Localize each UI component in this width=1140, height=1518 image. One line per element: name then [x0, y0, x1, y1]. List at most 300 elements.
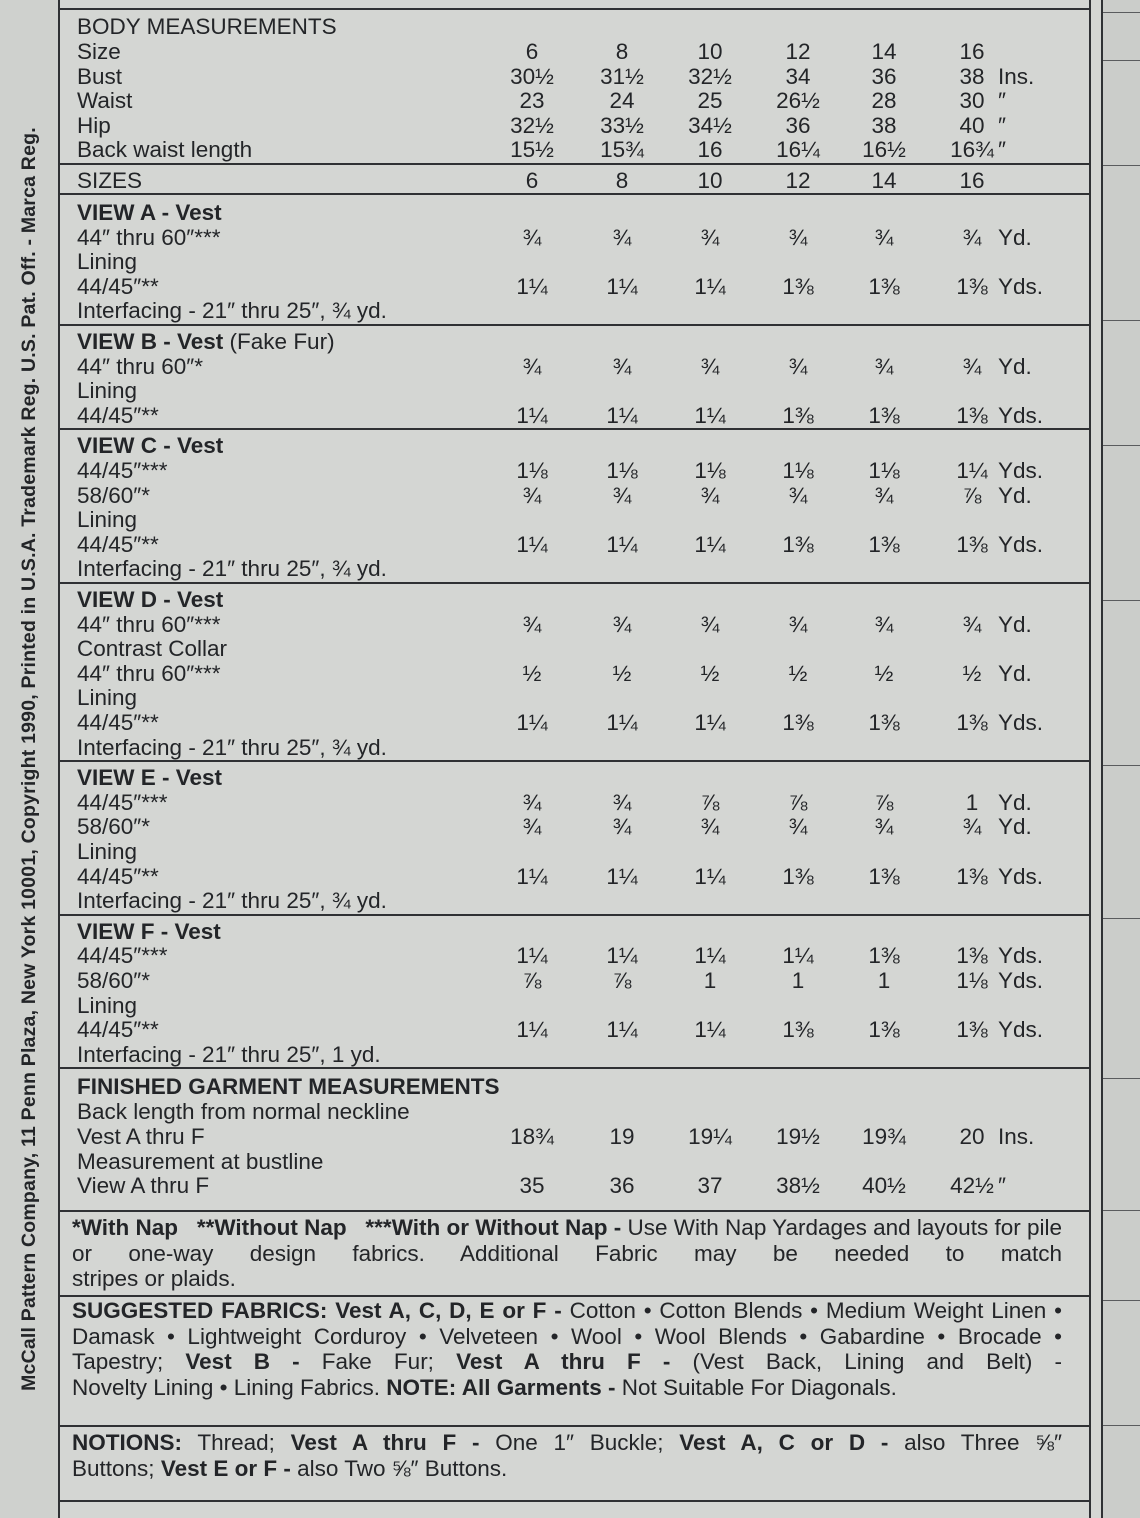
- size-5-value: 1: [877, 968, 891, 993]
- size-1-value: 30½: [510, 63, 554, 89]
- section-title-bold: VIEW D - Vest: [77, 587, 224, 612]
- size-2-value: 1¼: [606, 1017, 638, 1043]
- size-1-value: ¾: [522, 482, 542, 508]
- right-strip: [1103, 0, 1140, 1518]
- view-title: [60, 200, 1089, 225]
- size-1-value: 1¼: [516, 402, 548, 428]
- size-3-value: ¾: [700, 224, 720, 250]
- rule-fabrics: [60, 1295, 1089, 1297]
- finished-row: [60, 1124, 1089, 1149]
- unit: Yds.: [998, 1017, 1044, 1043]
- yardage-row: [60, 993, 1089, 1018]
- size-2-value: 1¼: [606, 402, 638, 428]
- size-6-value: 1⅜: [956, 402, 988, 428]
- fabrics-note: NOTE: All Garments -: [386, 1374, 616, 1400]
- size-2-value: 1¼: [606, 863, 638, 889]
- size-4-value: ⅞: [788, 789, 808, 815]
- size-4-value: 34: [785, 63, 811, 89]
- size-5-value: 38: [871, 112, 897, 138]
- notions-vest-a-f: Vest A thru F -: [290, 1430, 480, 1455]
- copyright-text: McCall Pattern Company, 11 Penn Plaza, New York 10001, Copyright 1990, Printed in U.S.A. Trademark Reg. U.S. Pat. Off. - Marca Reg.: [18, 127, 40, 1391]
- size-3-value: 10: [697, 39, 723, 64]
- size-2-value: 33½: [600, 112, 644, 138]
- unit: Yds.: [998, 968, 1044, 993]
- notions-line-2a: Buttons;: [72, 1455, 161, 1481]
- section-title: [77, 200, 222, 225]
- section-title-bold: VIEW C - Vest: [77, 433, 224, 459]
- yardage-row: [60, 1042, 1089, 1067]
- size-1-value: 1¼: [516, 273, 548, 299]
- row-label: Lining: [77, 992, 138, 1018]
- size-4-value: 1⅜: [782, 863, 814, 889]
- nap-text-2: layouts for pile or one-way design fabrics. Additional Fabric may be needed to match: [72, 1215, 1062, 1266]
- size-6-value: 42½: [950, 1173, 994, 1199]
- size-6-value: 1⅜: [956, 710, 988, 735]
- unit: Yd.: [998, 353, 1032, 379]
- rule-section: [60, 1067, 1089, 1069]
- size-2-value: ¾: [612, 224, 632, 250]
- row-label: 44″ thru 60″***: [77, 611, 221, 637]
- size-3-value: 37: [697, 1173, 723, 1199]
- yardage-row: [60, 943, 1089, 968]
- fabrics-heading: SUGGESTED FABRICS: Vest A, C, D, E or F -: [72, 1298, 562, 1323]
- size-3-value: 1¼: [694, 531, 726, 557]
- fabrics-line-1: Cotton • Cotton Blends • Medium Weight: [561, 1298, 984, 1323]
- row-label: Contrast Collar: [77, 636, 228, 662]
- row-label: Interfacing - 21″ thru 25″, ¾ yd.: [77, 298, 387, 324]
- section-title-bold: VIEW E - Vest: [77, 765, 223, 791]
- size-2-value: ¾: [612, 611, 632, 637]
- size-4-value: 1⅜: [782, 710, 814, 735]
- row-label: 58/60″*: [77, 968, 151, 993]
- size-1-value: 1⅛: [516, 458, 548, 483]
- notions: [72, 1430, 1062, 1481]
- yardage-row: [60, 888, 1089, 913]
- size-2-value: ¾: [612, 482, 632, 508]
- size-6-value: 1: [965, 789, 979, 815]
- row-label: 44/45″***: [77, 789, 168, 815]
- row-label: Hip: [77, 112, 111, 138]
- row-label: View A thru F: [77, 1173, 210, 1199]
- row-label: 44/45″**: [77, 531, 159, 557]
- notions-vest-acd: Vest A, C or D -: [679, 1430, 889, 1455]
- section-title-bold: VIEW F - Vest: [77, 918, 221, 944]
- size-4-value: 16¼: [776, 137, 820, 162]
- row-label: Measurement at bustline: [77, 1148, 324, 1174]
- size-4-value: 26½: [776, 88, 820, 113]
- row-label: 44/45″***: [77, 458, 168, 483]
- fabrics-line-3c: Fake Fur;: [299, 1349, 457, 1374]
- size-3-value: 1¼: [694, 863, 726, 889]
- size-3-value: 1⅛: [694, 458, 726, 483]
- size-4-value: 1⅜: [782, 273, 814, 299]
- unit: Yd.: [998, 224, 1032, 250]
- section-title-bold: VIEW A - Vest: [77, 200, 222, 225]
- unit: Yds.: [998, 710, 1044, 735]
- view-title: [60, 329, 1089, 354]
- size-5-value: 19¾: [862, 1124, 906, 1149]
- size-6-value: 1⅛: [956, 968, 988, 993]
- rule-view-a: [60, 193, 1089, 195]
- fabrics-line-3e: (Vest Back, Lining and Belt) -: [670, 1349, 1062, 1374]
- row-label: SIZES: [77, 168, 143, 193]
- yardage-row: [60, 225, 1089, 250]
- unit: Yds.: [998, 863, 1044, 889]
- row-label: Vest A thru F: [77, 1124, 205, 1149]
- size-6-value: ½: [962, 660, 982, 686]
- size-2-value: 1¼: [606, 710, 638, 735]
- section-title: [77, 919, 221, 944]
- yardage-row: [60, 249, 1089, 274]
- size-5-value: 14: [871, 39, 897, 64]
- size-1-value: ¾: [522, 814, 542, 840]
- body-row: [60, 137, 1089, 162]
- body-row: [60, 64, 1089, 89]
- size-4-value: 1⅛: [782, 458, 814, 483]
- size-4-value: 12: [785, 168, 811, 193]
- rule-bottom: [60, 1500, 1089, 1502]
- size-1-value: 18¾: [510, 1124, 554, 1149]
- nap-note: [72, 1215, 1062, 1292]
- size-4-value: 19½: [776, 1124, 820, 1149]
- unit: Yd.: [998, 611, 1032, 637]
- size-6-value: ⅞: [962, 482, 982, 508]
- row-label: 44/45″**: [77, 273, 159, 299]
- row-label: 44/45″**: [77, 1017, 159, 1043]
- rule-section: [60, 324, 1089, 326]
- row-label: Back waist length: [77, 137, 253, 162]
- size-2-value: 19: [609, 1124, 635, 1149]
- row-label: Size: [77, 39, 121, 64]
- nap-text-1: Use With Nap Yardages and: [621, 1215, 911, 1240]
- size-1-value: ½: [522, 660, 542, 686]
- yardage-row: [60, 378, 1089, 403]
- row-label: Interfacing - 21″ thru 25″, 1 yd.: [77, 1041, 381, 1067]
- size-3-value: 1¼: [694, 1017, 726, 1043]
- view-title: [60, 765, 1089, 790]
- size-3-value: ¾: [700, 611, 720, 637]
- rule-notions: [60, 1425, 1089, 1427]
- size-1-value: ¾: [522, 789, 542, 815]
- size-2-value: 36: [609, 1173, 635, 1199]
- finished-row: [60, 1099, 1089, 1124]
- size-2-value: ¾: [612, 814, 632, 840]
- size-4-value: 36: [785, 112, 811, 138]
- size-5-value: 1⅜: [868, 710, 900, 735]
- rule-section: [60, 914, 1089, 916]
- row-label: 44/45″**: [77, 863, 159, 889]
- body-row: [60, 39, 1089, 64]
- fabrics-line-2: Linen • Damask • Lightweight Corduroy • Velveteen • Wool • Wool Blends • Gabardine: [72, 1298, 1062, 1349]
- size-1-value: ¾: [522, 611, 542, 637]
- size-2-value: ½: [612, 660, 632, 686]
- sidebar-strip: [0, 0, 58, 1518]
- yardage-row: [60, 864, 1089, 889]
- row-label: Waist: [77, 88, 133, 113]
- size-1-value: 1¼: [516, 1017, 548, 1043]
- yardage-row: [60, 814, 1089, 839]
- size-1-value: ¾: [522, 353, 542, 379]
- size-5-value: 28: [871, 88, 897, 113]
- size-3-value: ¾: [700, 482, 720, 508]
- size-2-value: 1¼: [606, 273, 638, 299]
- sizes-row: [60, 168, 1089, 193]
- unit: Yds.: [998, 531, 1044, 557]
- size-2-value: ⅞: [612, 968, 632, 993]
- size-5-value: 1⅜: [868, 863, 900, 889]
- size-6-value: 1⅜: [956, 863, 988, 889]
- view-title: [60, 919, 1089, 944]
- size-2-value: ¾: [612, 353, 632, 379]
- size-5-value: 1⅜: [868, 273, 900, 299]
- size-5-value: 1⅜: [868, 402, 900, 428]
- row-label: Back length from normal neckline: [77, 1099, 410, 1125]
- section-title: [77, 329, 335, 354]
- row-label: Bust: [77, 63, 123, 89]
- unit: ″: [998, 137, 1006, 162]
- size-5-value: ¾: [874, 224, 894, 250]
- yardage-row: [60, 735, 1089, 760]
- yardage-row: [60, 458, 1089, 483]
- row-label: Interfacing - 21″ thru 25″, ¾ yd.: [77, 556, 387, 582]
- size-4-value: 1⅜: [782, 1017, 814, 1043]
- notions-line-2c: also Two ⅝″ Buttons.: [290, 1455, 508, 1481]
- size-6-value: 1⅜: [956, 531, 988, 557]
- nap-text-3: stripes or plaids.: [72, 1266, 236, 1291]
- yardage-row: [60, 403, 1089, 428]
- size-1-value: 23: [519, 88, 545, 113]
- unit: Ins.: [998, 1124, 1035, 1149]
- without-nap-label: **Without Nap: [196, 1215, 347, 1240]
- size-1-value: 1¼: [516, 943, 548, 969]
- size-5-value: 40½: [862, 1173, 906, 1199]
- size-3-value: 1¼: [694, 402, 726, 428]
- size-4-value: 1¼: [782, 943, 814, 969]
- view-title: [60, 587, 1089, 612]
- row-label: 44/45″**: [77, 402, 159, 428]
- section-title: [77, 433, 223, 458]
- size-3-value: 1¼: [694, 710, 726, 735]
- size-3-value: 1: [703, 968, 717, 993]
- size-4-value: ¾: [788, 482, 808, 508]
- section-subtitle: (Fake Fur): [223, 329, 335, 354]
- size-5-value: 14: [871, 168, 897, 193]
- notions-line-1a: Thread;: [182, 1430, 291, 1455]
- body-row: [60, 88, 1089, 113]
- size-5-value: 1⅜: [868, 943, 900, 969]
- yardage-row: [60, 968, 1089, 993]
- size-2-value: 15¾: [600, 137, 644, 162]
- unit: Yds.: [998, 402, 1044, 428]
- size-6-value: 1⅜: [956, 943, 988, 969]
- size-6-value: ¾: [962, 814, 982, 840]
- size-3-value: ⅞: [700, 789, 720, 815]
- size-6-value: 1⅜: [956, 273, 988, 299]
- unit: Yd.: [998, 482, 1032, 508]
- section-title: [77, 1074, 500, 1099]
- row-label: Lining: [77, 839, 138, 864]
- with-or-without-label: ***With or Without Nap -: [365, 1215, 622, 1240]
- size-1-value: 1¼: [516, 710, 548, 735]
- section-title: [77, 587, 223, 612]
- size-5-value: 1⅜: [868, 531, 900, 557]
- size-4-value: ¾: [788, 353, 808, 379]
- size-6-value: 16: [959, 168, 985, 193]
- section-title-bold: FINISHED GARMENT MEASUREMENTS: [77, 1074, 500, 1100]
- notions-line-1c: One 1″ Buckle;: [479, 1430, 680, 1455]
- unit: Yd.: [998, 789, 1032, 815]
- size-1-value: 1¼: [516, 531, 548, 557]
- size-1-value: ¾: [522, 224, 542, 250]
- size-3-value: 16: [697, 137, 723, 162]
- yardage-row: [60, 298, 1089, 323]
- unit: Yd.: [998, 814, 1032, 840]
- size-4-value: ¾: [788, 224, 808, 250]
- body-row: [60, 113, 1089, 138]
- size-5-value: ¾: [874, 611, 894, 637]
- size-3-value: 10: [697, 168, 723, 193]
- size-3-value: 1¼: [694, 273, 726, 299]
- size-5-value: ¾: [874, 814, 894, 840]
- yardage-row: [60, 685, 1089, 710]
- fabrics-line-4c: Not Suitable For Diagonals.: [615, 1374, 897, 1400]
- yardage-row: [60, 612, 1089, 637]
- body-measurements-title: [60, 14, 1089, 39]
- size-5-value: ¾: [874, 482, 894, 508]
- size-1-value: 32½: [510, 112, 554, 138]
- size-4-value: ½: [788, 660, 808, 686]
- unit: ″: [998, 88, 1006, 113]
- size-4-value: 1⅜: [782, 402, 814, 428]
- size-4-value: 1⅜: [782, 531, 814, 557]
- unit: Yds.: [998, 273, 1044, 299]
- yardage-row: [60, 1017, 1089, 1042]
- rule-section: [60, 760, 1089, 762]
- size-6-value: 1⅜: [956, 1017, 988, 1043]
- size-3-value: ½: [700, 660, 720, 686]
- size-1-value: 1¼: [516, 863, 548, 889]
- size-4-value: ¾: [788, 814, 808, 840]
- size-4-value: 1: [791, 968, 805, 993]
- section-title-bold: VIEW B - Vest: [77, 329, 224, 354]
- size-5-value: 36: [871, 63, 897, 89]
- row-label: Interfacing - 21″ thru 25″, ¾ yd.: [77, 734, 387, 760]
- size-2-value: 24: [609, 88, 635, 113]
- size-3-value: 32½: [688, 63, 732, 89]
- notions-heading: NOTIONS:: [72, 1430, 182, 1455]
- size-2-value: 1⅛: [606, 458, 638, 483]
- yardage-row: [60, 354, 1089, 379]
- rule-section: [60, 582, 1089, 584]
- finished-title: [60, 1074, 1089, 1099]
- size-6-value: 38: [959, 63, 985, 89]
- unit: Yds.: [998, 943, 1044, 969]
- rule-nap: [60, 1210, 1089, 1212]
- size-2-value: 1¼: [606, 943, 638, 969]
- size-6-value: ¾: [962, 611, 982, 637]
- fabrics-vest-b: Vest B -: [185, 1349, 300, 1374]
- fabrics-line-3a: • Brocade • Tapestry;: [72, 1323, 1063, 1374]
- size-4-value: 38½: [776, 1173, 820, 1199]
- row-label: 44/45″***: [77, 943, 168, 969]
- unit: Yds.: [998, 458, 1044, 483]
- size-6-value: ¾: [962, 353, 982, 379]
- size-6-value: 1¼: [956, 458, 988, 483]
- rule-sizes: [60, 163, 1089, 165]
- unit: Ins.: [998, 63, 1035, 89]
- size-2-value: 8: [615, 168, 629, 193]
- notions-vest-ef: Vest E or F -: [160, 1455, 291, 1481]
- unit: Yd.: [998, 660, 1032, 686]
- yardage-row: [60, 636, 1089, 661]
- size-2-value: 31½: [600, 63, 644, 89]
- size-4-value: 12: [785, 39, 811, 64]
- size-6-value: 30: [959, 88, 985, 113]
- size-3-value: ¾: [700, 814, 720, 840]
- row-label: 44″ thru 60″***: [77, 224, 221, 250]
- size-3-value: 34½: [688, 112, 732, 138]
- fabrics-line-4a: Novelty Lining • Lining Fabrics.: [72, 1374, 387, 1400]
- unit: ″: [998, 1173, 1006, 1199]
- size-5-value: 1⅛: [868, 458, 900, 483]
- size-5-value: 1⅜: [868, 1017, 900, 1043]
- size-3-value: ¾: [700, 353, 720, 379]
- section-title: BODY MEASUREMENTS: [77, 14, 337, 39]
- size-6-value: 40: [959, 112, 985, 138]
- size-2-value: 1¼: [606, 531, 638, 557]
- yardage-row: [60, 839, 1089, 864]
- size-4-value: ¾: [788, 611, 808, 637]
- size-5-value: ¾: [874, 353, 894, 379]
- yardage-row: [60, 483, 1089, 508]
- size-1-value: 6: [525, 168, 539, 193]
- with-nap-label: *With Nap: [72, 1215, 179, 1240]
- yardage-row: [60, 556, 1089, 581]
- size-1-value: ⅞: [522, 968, 542, 993]
- yardage-row: [60, 274, 1089, 299]
- size-3-value: 1¼: [694, 943, 726, 969]
- size-3-value: 19¼: [688, 1124, 732, 1149]
- fabrics-vest-a-f: Vest A thru F -: [456, 1349, 671, 1374]
- size-6-value: ¾: [962, 224, 982, 250]
- size-6-value: 16¾: [950, 137, 994, 162]
- row-label: Lining: [77, 378, 138, 404]
- yardage-row: [60, 790, 1089, 815]
- size-6-value: 20: [959, 1124, 985, 1149]
- size-5-value: 16½: [862, 137, 906, 162]
- size-6-value: 16: [959, 39, 985, 64]
- yardage-row: [60, 532, 1089, 557]
- size-3-value: 25: [697, 88, 723, 113]
- rule-section: [60, 428, 1089, 430]
- row-label: 58/60″*: [77, 814, 151, 840]
- notions-line-1e: also Three ⅝″: [888, 1430, 1063, 1455]
- size-1-value: 15½: [510, 137, 554, 162]
- row-label: Lining: [77, 685, 138, 711]
- row-label: Lining: [77, 507, 138, 533]
- yardage-row: [60, 710, 1089, 735]
- row-label: 58/60″*: [77, 482, 151, 508]
- yardage-row: [60, 507, 1089, 532]
- size-2-value: ¾: [612, 789, 632, 815]
- rule-top: [60, 8, 1089, 10]
- view-title: [60, 433, 1089, 458]
- row-label: Interfacing - 21″ thru 25″, ¾ yd.: [77, 888, 387, 914]
- size-5-value: ⅞: [874, 789, 894, 815]
- size-2-value: 8: [615, 39, 629, 64]
- size-5-value: ½: [874, 660, 894, 686]
- yardage-row: [60, 661, 1089, 686]
